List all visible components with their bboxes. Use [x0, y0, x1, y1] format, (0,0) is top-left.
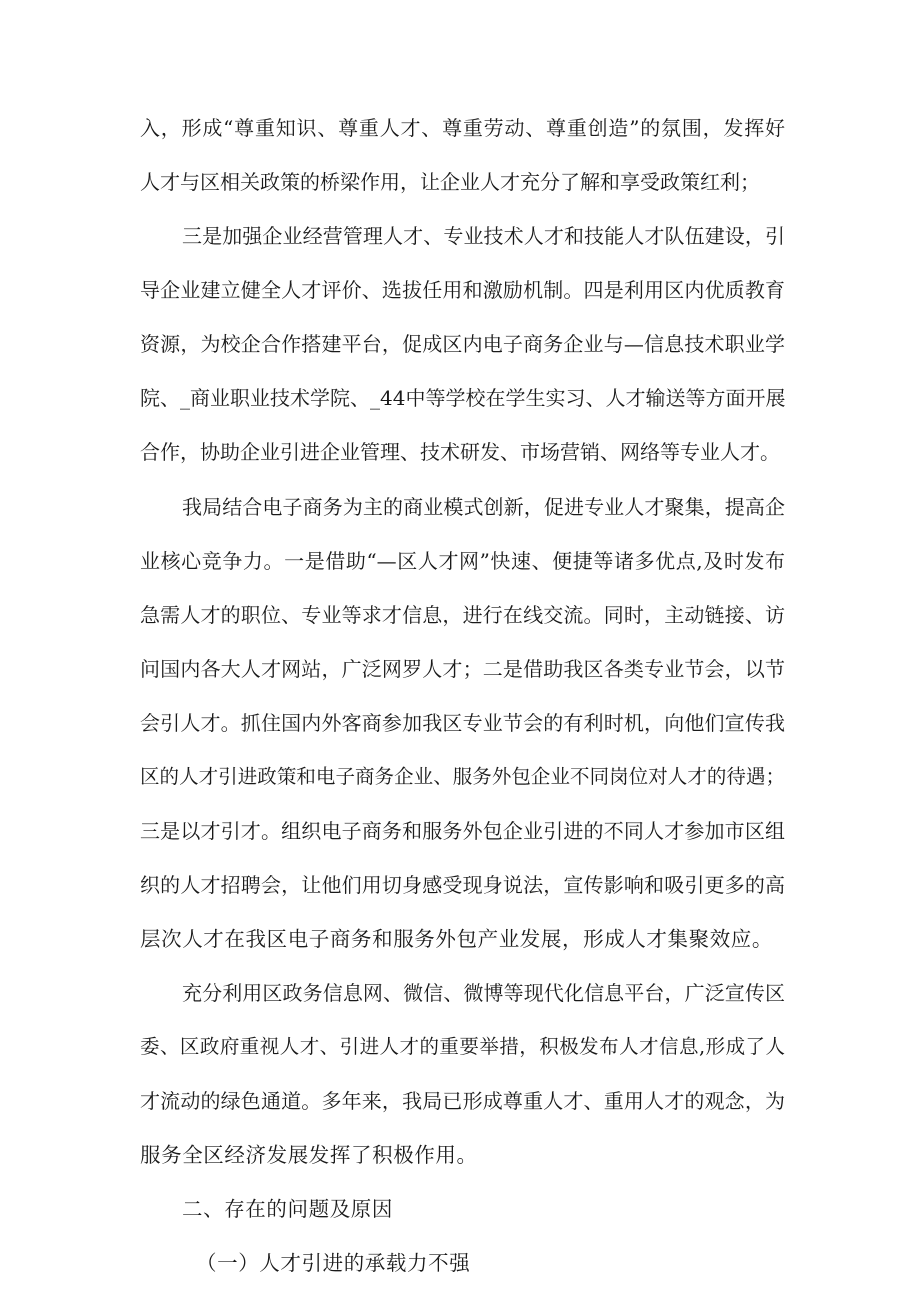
- paragraph-line: 我局结合电子商务为主的商业模式创新，促进专业人才聚集，提高企: [182, 495, 785, 519]
- paragraph-line: 会引人才。抓住国内外客商参加我区专业节会的有利时机，向他们宣传我: [140, 711, 785, 735]
- paragraph-line: 人才与区相关政策的桥梁作用，让企业人才充分了解和享受政策红利；: [140, 170, 760, 194]
- paragraph-line: 织的人才招聘会，让他们用切身感受现身说法，宣传影响和吸引更多的高: [140, 873, 785, 897]
- paragraph-line: 区的人才引进政策和电子商务企业、服务外包企业不同岗位对人才的待遇；: [140, 765, 785, 788]
- paragraph-line: 服务全区经济发展发挥了积极作用。: [140, 1143, 478, 1167]
- paragraph-line: 才流动的绿色通道。多年来，我局已形成尊重人才、重用人才的观念，为: [140, 1089, 785, 1113]
- paragraph-line: 导企业建立健全人才评价、选拔任用和激励机制。四是利用区内优质教育: [140, 278, 785, 302]
- paragraph-line: 入，形成“尊重知识、尊重人才、尊重劳动、尊重创造”的氛围，发挥好: [140, 116, 785, 140]
- paragraph-line: 委、区政府重视人才、引进人才的重要举措，积极发布人才信息,形成了人: [140, 1035, 785, 1058]
- section-heading: 二、存在的问题及原因: [182, 1197, 393, 1221]
- paragraph-line: 三是以才引才。组织电子商务和服务外包企业引进的不同人才参加市区组: [140, 819, 785, 843]
- paragraph-line: 问国内各大人才网站，广泛网罗人才；二是借助我区各类专业节会，以节: [140, 657, 785, 681]
- sub-heading: （一）人才引进的承载力不强: [196, 1251, 471, 1275]
- paragraph-line: 院、_商业职业技术学院、_44中等学校在学生实习、人才输送等方面开展: [140, 386, 786, 410]
- paragraph-line: 充分利用区政务信息网、微信、微博等现代化信息平台，广泛宣传区: [182, 981, 785, 1005]
- paragraph-line: 层次人才在我区电子商务和服务外包产业发展，形成人才集聚效应。: [140, 927, 773, 951]
- paragraph-line: 急需人才的职位、专业等求才信息，进行在线交流。同时，主动链接、访: [140, 603, 785, 627]
- paragraph-line: 三是加强企业经营管理人才、专业技术人才和技能人才队伍建设，引: [182, 224, 785, 248]
- paragraph-line: 合作，协助企业引进企业管理、技术研发、市场营销、网络等专业人才。: [140, 440, 780, 464]
- paragraph-line: 资源，为校企合作搭建平台，促成区内电子商务企业与—信息技术职业学: [140, 332, 785, 356]
- paragraph-line: 业核心竞争力。一是借助“—区人才网”快速、便捷等诸多优点,及时发布: [140, 549, 785, 573]
